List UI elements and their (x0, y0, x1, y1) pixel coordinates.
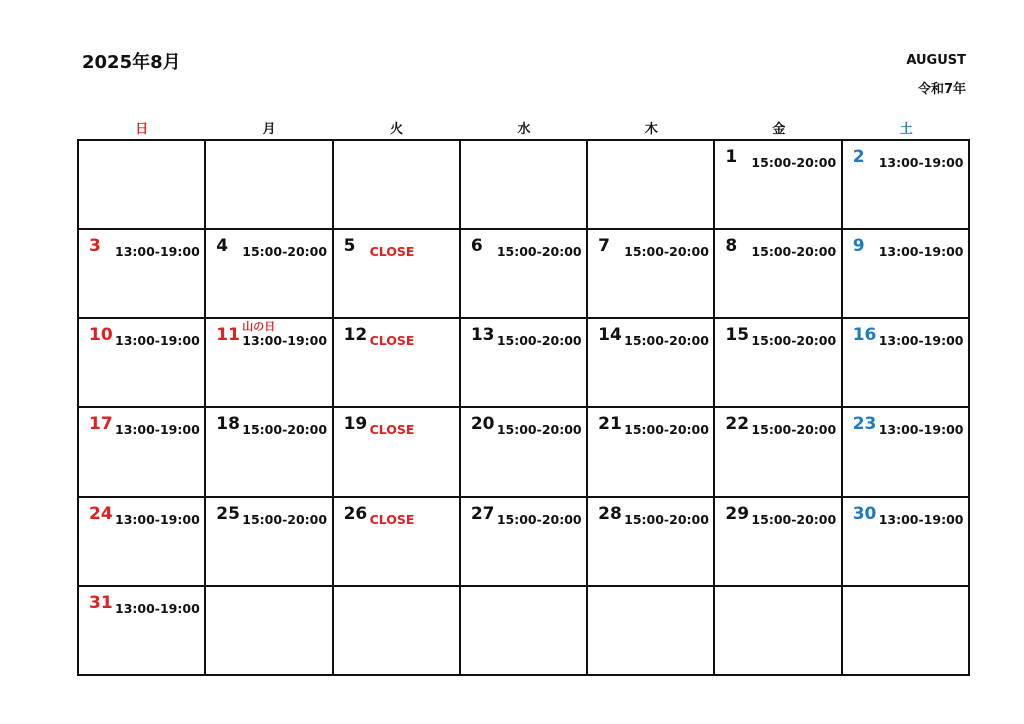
weekday-label: 水 (517, 122, 531, 137)
day-number: 29 (725, 503, 750, 524)
calendar-day-cell (843, 141, 970, 230)
opening-hours: 15:00-20:00 (624, 511, 709, 527)
opening-hours: 15:00-20:00 (624, 422, 709, 438)
calendar-day-cell (588, 587, 715, 676)
calendar-day-cell (79, 141, 206, 230)
calendar-day-cell (206, 587, 333, 676)
weekday-header-row (78, 118, 970, 138)
weekday-label: 火 (390, 122, 404, 137)
calendar-day-cell (588, 141, 715, 230)
day-number: 6 (470, 236, 483, 257)
opening-hours: 15:00-20:00 (496, 244, 582, 260)
day-number: 15 (725, 325, 750, 346)
opening-hours: 13:00-19:00 (878, 244, 964, 260)
day-number: 8 (725, 236, 738, 257)
day-number: 20 (470, 414, 495, 435)
era-year-label: 令和7年 (917, 82, 966, 97)
day-number: 7 (598, 236, 610, 257)
calendar-day-cell (334, 230, 461, 319)
opening-hours: 13:00-19:00 (115, 333, 200, 349)
calendar-title: 2025年8月 (82, 52, 181, 73)
calendar-day-cell (461, 319, 588, 408)
day-number: 23 (852, 414, 877, 435)
calendar-day-cell (843, 319, 970, 408)
opening-hours: 15:00-20:00 (751, 244, 837, 260)
weekday-label: 金 (772, 122, 786, 137)
calendar-day-cell (79, 319, 206, 408)
calendar-day-cell (334, 141, 461, 230)
calendar-day-cell (715, 587, 842, 676)
holiday-label: 山の日 (242, 320, 276, 334)
calendar-day-cell (843, 587, 970, 676)
day-number: 1 (725, 147, 738, 167)
calendar-day-cell (206, 319, 333, 408)
day-number: 24 (89, 503, 113, 524)
weekday-label: 木 (644, 122, 658, 137)
calendar-day-cell (206, 141, 333, 230)
calendar-day-cell (715, 141, 842, 230)
day-number: 4 (216, 236, 229, 257)
calendar-day-cell (843, 408, 970, 497)
calendar-day-cell (715, 498, 842, 587)
calendar-day-cell (843, 230, 970, 319)
day-number: 28 (598, 503, 622, 524)
weekday-label: 月 (262, 122, 276, 137)
calendar-day-cell (334, 319, 461, 408)
calendar-day-cell (588, 408, 715, 497)
day-number: 14 (598, 325, 622, 346)
opening-hours: 15:00-20:00 (496, 422, 582, 438)
day-number: 31 (89, 592, 113, 613)
closed-label: CLOSE (369, 244, 415, 260)
day-number: 25 (216, 503, 240, 524)
opening-hours: 13:00-19:00 (878, 511, 964, 527)
calendar-day-cell (206, 230, 333, 319)
day-number: 21 (598, 414, 622, 435)
calendar-day-cell (334, 408, 461, 497)
calendar-day-cell (588, 498, 715, 587)
opening-hours: 15:00-20:00 (624, 244, 709, 260)
calendar-day-cell (461, 498, 588, 587)
day-number: 12 (343, 325, 368, 346)
day-number: 30 (852, 503, 877, 524)
calendar-day-cell (79, 587, 206, 676)
closed-label: CLOSE (369, 422, 415, 438)
day-number: 10 (89, 325, 113, 346)
calendar-grid (77, 139, 970, 676)
calendar-day-cell (588, 230, 715, 319)
calendar-day-cell (715, 319, 842, 408)
opening-hours: 13:00-19:00 (878, 333, 964, 349)
day-number: 18 (216, 414, 240, 435)
calendar-day-cell (334, 587, 461, 676)
day-number: 2 (852, 147, 865, 167)
day-number: 26 (343, 503, 368, 524)
day-number: 22 (725, 414, 750, 435)
calendar-day-cell (461, 141, 588, 230)
calendar-day-cell (588, 319, 715, 408)
opening-hours: 13:00-19:00 (242, 333, 328, 349)
opening-hours: 15:00-20:00 (751, 422, 837, 438)
day-number: 17 (89, 414, 113, 435)
opening-hours: 13:00-19:00 (878, 155, 964, 170)
opening-hours: 15:00-20:00 (624, 333, 709, 349)
calendar-day-cell (461, 408, 588, 497)
day-number: 27 (470, 503, 495, 524)
opening-hours: 13:00-19:00 (115, 600, 200, 616)
day-number: 13 (470, 325, 495, 346)
calendar-day-cell (334, 498, 461, 587)
day-number: 11 (216, 325, 240, 346)
opening-hours: 15:00-20:00 (242, 244, 328, 260)
opening-hours: 13:00-19:00 (878, 422, 964, 438)
opening-hours: 13:00-19:00 (115, 244, 200, 260)
opening-hours: 15:00-20:00 (751, 511, 837, 527)
weekday-label: 日 (135, 122, 149, 137)
day-number: 9 (852, 236, 865, 257)
opening-hours: 15:00-20:00 (496, 333, 582, 349)
calendar-day-cell (206, 408, 333, 497)
calendar-day-cell (79, 408, 206, 497)
calendar-day-cell (206, 498, 333, 587)
weekday-label: 土 (899, 122, 913, 137)
opening-hours: 15:00-20:00 (751, 155, 837, 170)
calendar-day-cell (461, 230, 588, 319)
calendar-day-cell (461, 587, 588, 676)
closed-label: CLOSE (369, 511, 415, 527)
closed-label: CLOSE (369, 333, 415, 349)
opening-hours: 13:00-19:00 (115, 511, 200, 527)
day-number: 16 (852, 325, 877, 346)
month-english-label: AUGUST (906, 53, 966, 68)
opening-hours: 15:00-20:00 (242, 511, 328, 527)
opening-hours: 15:00-20:00 (496, 511, 582, 527)
calendar-day-cell (715, 230, 842, 319)
opening-hours: 15:00-20:00 (242, 422, 328, 438)
day-number: 5 (343, 236, 356, 257)
day-number: 3 (89, 236, 101, 257)
calendar-day-cell (79, 230, 206, 319)
calendar-day-cell (79, 498, 206, 587)
calendar-day-cell (715, 408, 842, 497)
opening-hours: 15:00-20:00 (751, 333, 837, 349)
day-number: 19 (343, 414, 368, 435)
calendar-day-cell (843, 498, 970, 587)
opening-hours: 13:00-19:00 (115, 422, 200, 438)
